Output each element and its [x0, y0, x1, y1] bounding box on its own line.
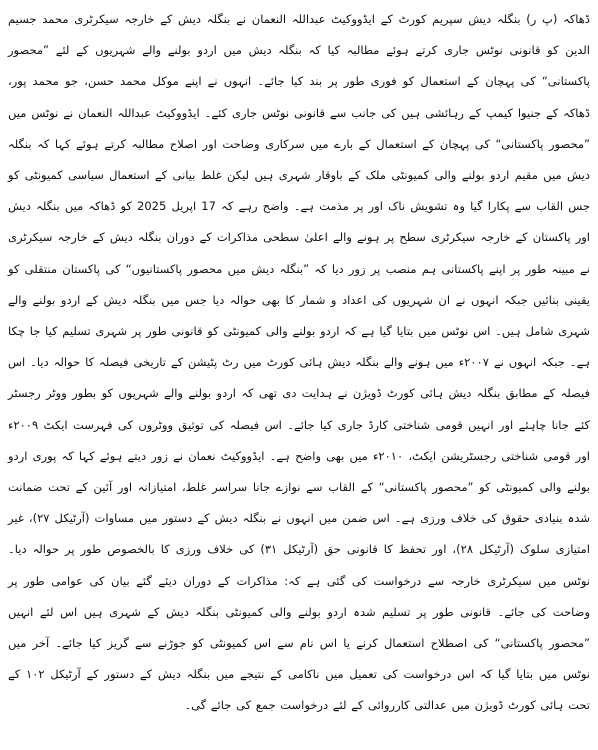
- article-body-text: ڈھاکہ (پ ر) بنگلہ دیش سپریم کورٹ کے ایڈووکیٹ عبداللہ النعمان نے بنگلہ دیش کے خارجہ سیکرٹری محمد جسیم الدین کو قانونی نوٹس جاری کرتے ہوئے مطالبہ کیا کہ بنگلہ دیش میں اردو بولنے والے شہریوں کے لئے ”محصور پاکستانی“ کی پہچان کے استعمال کو فوری طور پر بند کیا جائے۔ انہوں نے اپنے موکل محمد حسن، جو محمد پور، ڈھاکہ کے جنیوا کیمپ کے رہائشی ہیں کی جانب سے قانونی نوٹس جاری کئے۔ ایڈووکیٹ عبداللہ النعمان نے نوٹس میں ”محصور پاکستانی“ کی پہچان کے استعمال کے بارے میں سرکاری وضاحت اور اصلاح مطالبہ کرتے ہوئے کہا کہ بنگلہ دیش میں مقیم اردو بولنے والی کمیونٹی ملک کے باوقار شہری ہیں لیکن غلط بیانی کے استعمال سیاسی کمیونٹی کو جس القاب سے پکارا گیا وہ تشویش ناک اور پر مذمت ہے۔ واضح رہے کہ 17 اپریل 2025 کو ڈھاکہ میں بنگلہ دیش اور پاکستان کے خارجہ سیکرٹری سطح پر ہونے والے اعلیٰ سطحی مذاکرات کے دوران بنگلہ دیش کے خارجہ سیکرٹری نے مبینہ طور پر اپنے پاکستانی ہم منصب پر زور دیا کہ ”بنگلہ دیش میں محصور پاکستانیوں“ کی پاکستان منتقلی کو یقینی بنائیں جبکہ انہوں نے ان شہریوں کی اعداد و شمار کا بھی حوالہ دیا جس میں بنگلہ دیش کے اردو بولنے والے شہری شامل ہیں۔ اس نوٹس میں بتایا گیا ہے کہ اردو بولنے والی کمیونٹی کو قانونی طور پر شہری تسلیم کیا جا چکا ہے۔ جبکہ انہوں نے ۲۰۰۷ء میں ہونے والے بنگلہ دیش ہائی کورٹ میں رٹ پٹیشن کے تاریخی فیصلہ کا حوالہ دیا۔ اس فیصلہ کے مطابق بنگلہ دیش ہائی کورٹ ڈویژن نے ہدایت دی تھی کہ اردو بولنے والے شہریوں کو بطور ووٹر رجسٹر کئے جانا چاہئے اور انہیں قومی شناختی کارڈ جاری کیا جائے۔ اس فیصلہ کی توثیق ووٹروں کی فہرست ایکٹ ۲۰۰۹ء اور قومی شناختی رجسٹریشن ایکٹ، ۲۰۱۰ء میں بھی واضح ہے۔ ایڈووکیٹ نعمان نے زور دیتے ہوئے کہا کہ پوری اردو بولنے والی کمیونٹی کو ”محصور پاکستانی“ کے القاب سے نوازے جانا سراسر غلط، امتیازانہ اور آئین کے تحت ضمانت شدہ بنیادی حقوق کی خلاف ورزی ہے۔ اس ضمن میں انہوں نے بنگلہ دیش کے دستور میں مساوات (آرٹیکل ۲۷)، غیر امتیازی سلوک (آرٹیکل ۲۸)، اور تحفظ کا قانونی حق (آرٹیکل ۳۱) کی خلاف ورزی کا بالخصوص طور پر حوالہ دیا۔ نوٹس میں سیکرٹری خارجہ سے درخواست کی گئی ہے کہ: مذاکرات کے دوران دیئے گئے بیان کی عوامی طور پر وضاحت کی جائے۔ قانونی طور پر تسلیم شدہ اردو بولنے والی کمیونٹی بنگلہ دیش کے شہری ہیں اس لئے انہیں ”محصور پاکستانی“ کی اصطلاح استعمال کرنے یا اس نام سے اس کمیونٹی کو جوڑنے سے گریز کیا جائے۔ آخر میں نوٹس میں بتایا گیا کہ اس درخواست کی تعمیل میں ناکامی کے نتیجے میں بنگلہ دیش کے دستور کے آرٹیکل ۱۰۲ کے تحت ہائی کورٹ ڈویژن میں عدالتی کارروائی کے لئے درخواست جمع کی جائے گی۔: [8, 12, 591, 713]
